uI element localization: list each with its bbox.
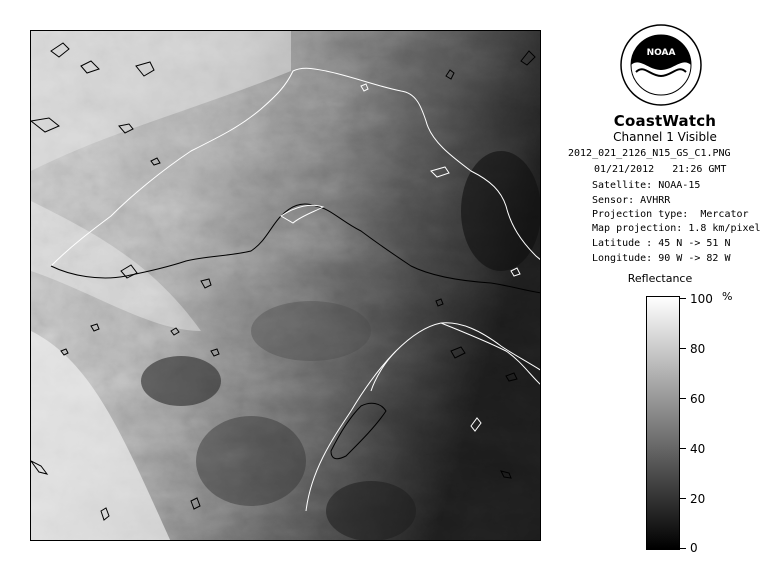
colorbar-tick-label: 100 — [690, 292, 713, 306]
colorbar-tick-label: 60 — [690, 392, 706, 406]
sensor-text: Sensor: AVHRR — [592, 195, 671, 206]
map-projection-text: Map projection: 1.8 km/pixel — [592, 223, 761, 234]
colorbar — [646, 296, 680, 550]
channel-subtitle: Channel 1 Visible — [613, 130, 717, 144]
filename-text: 2012_021_2126_N15_GS_C1.PNG — [568, 148, 731, 159]
colorbar-tick-label: 0 — [690, 541, 698, 555]
satellite-map-svg — [31, 31, 541, 541]
noaa-logo — [620, 24, 702, 106]
colorbar-tick-label: 40 — [690, 442, 706, 456]
noaa-logo-text: NOAA — [646, 48, 676, 58]
colorbar-tick-label: 20 — [690, 492, 706, 506]
noaa-seal-icon — [620, 24, 702, 106]
colorbar-tick — [680, 548, 686, 549]
latitude-text: Latitude : 45 N -> 51 N — [592, 238, 731, 249]
colorbar-tick-label: 80 — [690, 342, 706, 356]
projection-type-text: Projection type: Mercator — [592, 209, 749, 220]
colorbar-unit: % — [722, 290, 733, 303]
satellite-image — [30, 30, 541, 541]
colorbar-tick — [680, 398, 686, 399]
satellite-text: Satellite: NOAA-15 — [592, 180, 701, 191]
app-title: CoastWatch — [613, 112, 717, 130]
colorbar-title: Reflectance — [627, 272, 693, 285]
colorbar-tick — [680, 298, 686, 299]
dark-patch — [461, 151, 541, 271]
dark-patch — [251, 301, 371, 361]
dark-patch — [141, 356, 221, 406]
dark-patch — [196, 416, 306, 506]
longitude-text: Longitude: 90 W -> 82 W — [592, 253, 731, 264]
colorbar-tick — [680, 498, 686, 499]
colorbar-tick — [680, 348, 686, 349]
colorbar-tick — [680, 448, 686, 449]
datetime-text: 01/21/2012 21:26 GMT — [594, 164, 727, 175]
dark-patch — [326, 481, 416, 541]
